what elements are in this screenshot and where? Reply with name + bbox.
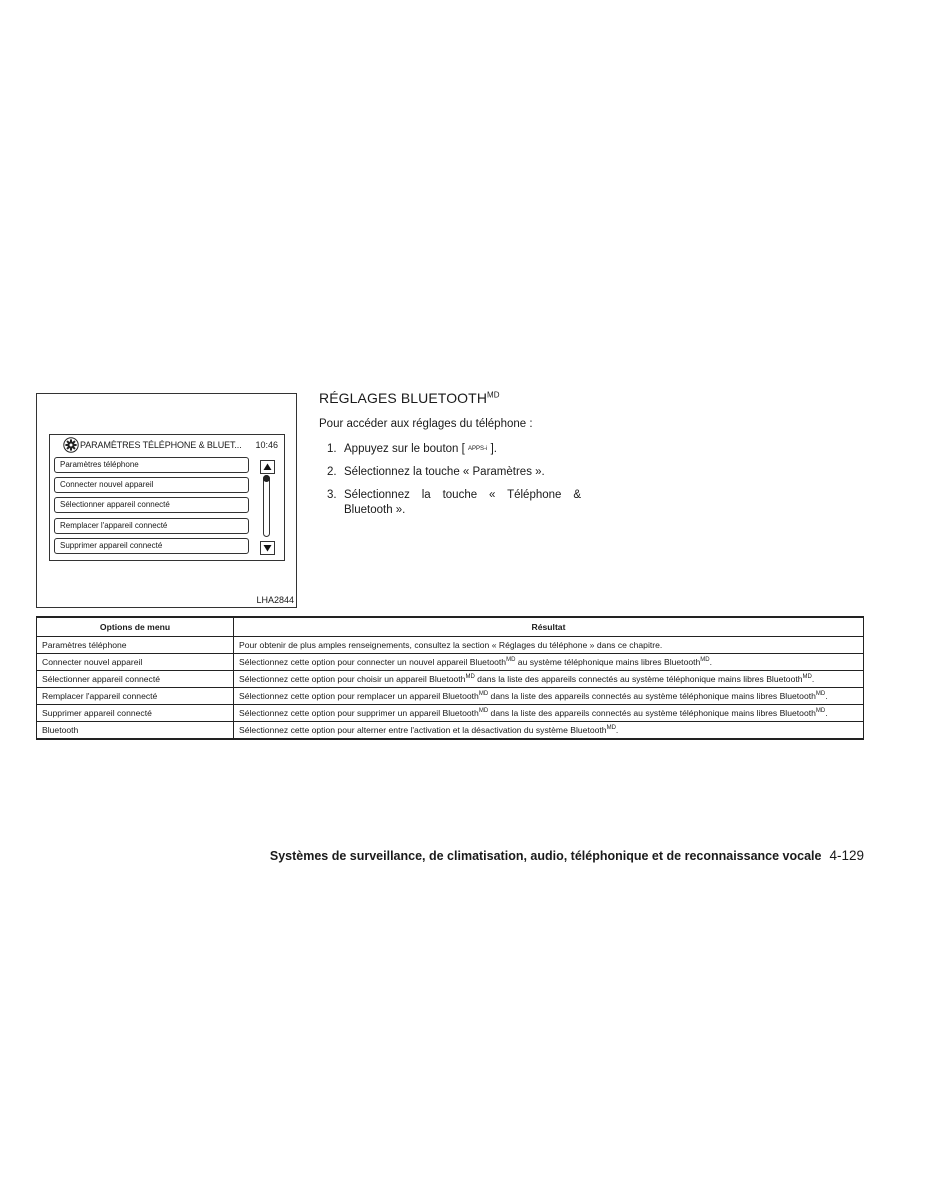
superscript: MD: [802, 674, 812, 681]
menu-item-supprimer-appareil[interactable]: Supprimer appareil connecté: [54, 538, 249, 554]
step-2: [319, 465, 581, 480]
table-row: [37, 654, 864, 671]
table-row: [37, 637, 864, 654]
arrow-up-icon: [261, 461, 274, 473]
result-cell: [234, 688, 864, 705]
scrollbar-track[interactable]: [263, 475, 270, 537]
result-text: .: [811, 674, 815, 684]
menu-item-selectionner-appareil[interactable]: Sélectionner appareil connecté: [54, 497, 249, 513]
superscript: MD: [506, 657, 516, 664]
step-text-end: ].: [490, 443, 497, 455]
result-cell: [234, 654, 864, 671]
menu-item-connecter-nouvel-appareil[interactable]: Connecter nouvel appareil: [54, 477, 249, 493]
option-cell: Supprimer appareil connecté: [37, 705, 234, 722]
step-number: 1.: [327, 443, 337, 455]
result-cell: [234, 722, 864, 740]
option-cell: Connecter nouvel appareil: [37, 654, 234, 671]
page-number: 4-129: [829, 848, 864, 863]
result-text: Sélectionnez cette option pour alterner entre l'activation et la désactivation du système Bluetooth: [239, 725, 607, 735]
footer-title: Systèmes de surveillance, de climatisation, audio, téléphonique et de reconnaissance vocale: [269, 849, 822, 863]
result-text: Pour obtenir de plus amples renseignements, consultez la section « Réglages du téléphone » dans ce chapitre.: [239, 640, 663, 650]
result-cell: [234, 705, 864, 722]
superscript: MD: [478, 708, 489, 715]
heading-superscript: MD: [487, 390, 500, 400]
section-heading: [319, 390, 500, 406]
superscript: MD: [465, 674, 475, 681]
scrollbar-thumb[interactable]: [263, 475, 270, 482]
screen-title: PARAMÈTRES TÉLÉPHONE & BLUET...: [80, 440, 242, 450]
result-cell: [234, 637, 864, 654]
result-text: .: [825, 708, 828, 718]
option-cell: Sélectionner appareil connecté: [37, 671, 234, 688]
column-header-options: Options de menu: [37, 617, 234, 637]
table-row: [37, 688, 864, 705]
result-text: Sélectionnez cette option pour choisir un appareil Bluetooth: [239, 674, 466, 684]
option-cell: Bluetooth: [37, 722, 234, 740]
screen-illustration: [36, 393, 297, 608]
result-text: Sélectionnez cette option pour remplacer un appareil Bluetooth: [239, 691, 479, 701]
menu-item-remplacer-appareil[interactable]: Remplacer l'appareil connecté: [54, 518, 249, 534]
step-1: [319, 442, 581, 457]
superscript: MD: [815, 691, 826, 698]
arrow-down-icon: [261, 542, 274, 554]
heading-text: RÉGLAGES BLUETOOTH: [319, 390, 488, 406]
option-cell: Paramètres téléphone: [37, 637, 234, 654]
column-header-resultat: Résultat: [234, 617, 864, 637]
result-text: .: [825, 691, 828, 701]
table-row: [37, 671, 864, 688]
result-text: dans la liste des appareils connectés au système téléphonique mains libres Bluetooth: [474, 674, 803, 684]
option-cell: Remplacer l'appareil connecté: [37, 688, 234, 705]
steps-list: [319, 442, 581, 526]
figure-label: LHA2844: [256, 595, 294, 605]
result-text: .: [615, 725, 619, 735]
step-3: [319, 488, 581, 518]
step-text: Appuyez sur le bouton [: [344, 443, 465, 455]
result-text: Sélectionnez cette option pour supprimer un appareil Bluetooth: [239, 708, 479, 718]
menu-options-table: [36, 616, 864, 740]
scroll-down-button[interactable]: [260, 541, 275, 555]
result-text: dans la liste des appareils connectés au système téléphonique mains libres Bluetooth: [488, 691, 816, 701]
page-footer: [0, 848, 864, 863]
gear-icon: [63, 437, 79, 453]
apps-info-button-icon: APPS-i: [468, 446, 488, 452]
superscript: MD: [700, 657, 710, 664]
table-header-row: [37, 617, 864, 637]
section-intro: Pour accéder aux réglages du téléphone :: [319, 418, 533, 430]
superscript: MD: [606, 725, 616, 732]
step-number: 3.: [327, 489, 337, 501]
result-cell: [234, 671, 864, 688]
phone-settings-screen: [49, 434, 285, 561]
step-text: Sélectionnez la touche « Téléphone & Bluetooth ».: [344, 489, 581, 516]
step-text: Sélectionnez la touche « Paramètres ».: [344, 466, 545, 478]
scroll-up-button[interactable]: [260, 460, 275, 474]
result-text: dans la liste des appareils connectés au système téléphonique mains libres Bluetooth: [488, 708, 816, 718]
result-text: au système téléphonique mains libres Bluetooth: [515, 657, 701, 667]
step-number: 2.: [327, 466, 337, 478]
superscript: MD: [815, 708, 826, 715]
screen-header: [50, 435, 284, 455]
table-row: [37, 705, 864, 722]
table-row: [37, 722, 864, 740]
result-text: .: [709, 657, 713, 667]
superscript: MD: [478, 691, 489, 698]
menu-item-parametres-telephone[interactable]: Paramètres téléphone: [54, 457, 249, 473]
result-text: Sélectionnez cette option pour connecter un nouvel appareil Bluetooth: [239, 657, 507, 667]
clock: 10:46: [255, 440, 278, 450]
